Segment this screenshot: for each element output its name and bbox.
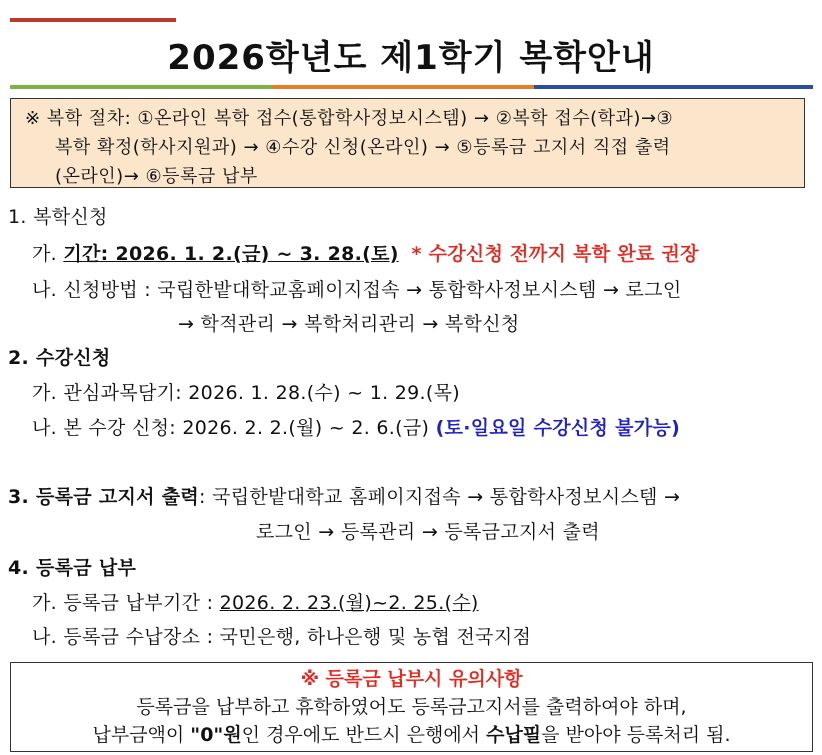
zero-won-emphasis: "0"원: [190, 724, 242, 746]
notice-line-2: [11, 721, 812, 749]
section-2-item-b: [32, 415, 680, 441]
notice-text-e: 을 받아야 등록처리 됨.: [541, 724, 731, 746]
section-3-line-1: [8, 484, 680, 510]
section-3-text-1: 국립한밭대학교 홈페이지접속 → 통합학사정보시스템 →: [212, 486, 681, 508]
notice-title: ※ 등록금 납부시 유의사항: [300, 668, 523, 690]
title-underline-green: [10, 85, 272, 89]
section-1-item-b-line-1: 나. 신청방법 : 국립한밭대학교홈페이지접속 → 통합학사정보시스템 → 로그인: [32, 279, 682, 301]
payment-period-label: 가. 등록금 납부기간 :: [32, 592, 220, 614]
title-underline-blue: [534, 85, 813, 89]
procedure-line-3: (온라인)→ ⑥등록금 납부: [55, 166, 258, 187]
recommendation-note: * 수강신청 전까지 복학 완료 권장: [411, 243, 699, 265]
section-4-item-a: [32, 590, 479, 616]
page-title: 2026학년도 제1학기 복학안내: [167, 38, 655, 78]
section-1-heading: 1. 복학신청: [8, 206, 108, 228]
notice-text-c: 인 경우에도 반드시 은행에서: [241, 724, 487, 746]
section-2-heading: 2. 수강신청: [8, 347, 111, 369]
section-4-heading: 4. 등록금 납부: [8, 557, 137, 579]
section-4-item-b: 나. 등록금 수납장소 : 국민은행, 하나은행 및 농협 전국지점: [32, 626, 532, 648]
payment-period-value: 2026. 2. 23.(월)~2. 25.(수): [219, 592, 479, 614]
section-3-line-2: 로그인 → 등록관리 → 등록금고지서 출력: [256, 521, 600, 543]
period-label: 기간: 2026. 1. 2.(금) ~ 3. 28.(토): [63, 243, 399, 265]
procedure-line-1: ※ 복학 절차: ①온라인 복학 접수(통합학사정보시스템) → ②복학 접수(학과)→③: [25, 108, 674, 129]
section-2-item-a: 가. 관심과목담기: 2026. 1. 28.(수) ~ 1. 29.(목): [32, 382, 460, 404]
payment-notice-box: [10, 662, 813, 752]
weekend-note: (토·일요일 수강신청 불가능): [435, 417, 681, 439]
receipt-stamp-emphasis: 수납필: [486, 724, 542, 746]
notice-line-1: 등록금을 납부하고 휴학하였어도 등록금고지서를 출력하여야 하며,: [136, 696, 687, 718]
item-a-prefix: 가.: [32, 243, 64, 265]
title-underline-orange: [272, 85, 534, 89]
section-1-item-b-line-2: → 학적관리 → 복학처리관리 → 복학신청: [178, 313, 520, 335]
registration-period: 나. 본 수강 신청: 2026. 2. 2.(월) ~ 2. 6.(금): [32, 417, 430, 439]
section-1-item-a: [32, 241, 699, 267]
procedure-box: [10, 98, 805, 188]
section-3-heading: 3. 등록금 고지서 출력: [8, 486, 200, 508]
notice-text-a: 납부금액이: [92, 724, 191, 746]
section-3-colon: :: [199, 486, 213, 508]
top-accent-bar: [10, 18, 176, 22]
procedure-line-2: 복학 확정(학사지원과) → ④수강 신청(온라인) → ⑤등록금 고지서 직접 출력: [55, 137, 671, 158]
